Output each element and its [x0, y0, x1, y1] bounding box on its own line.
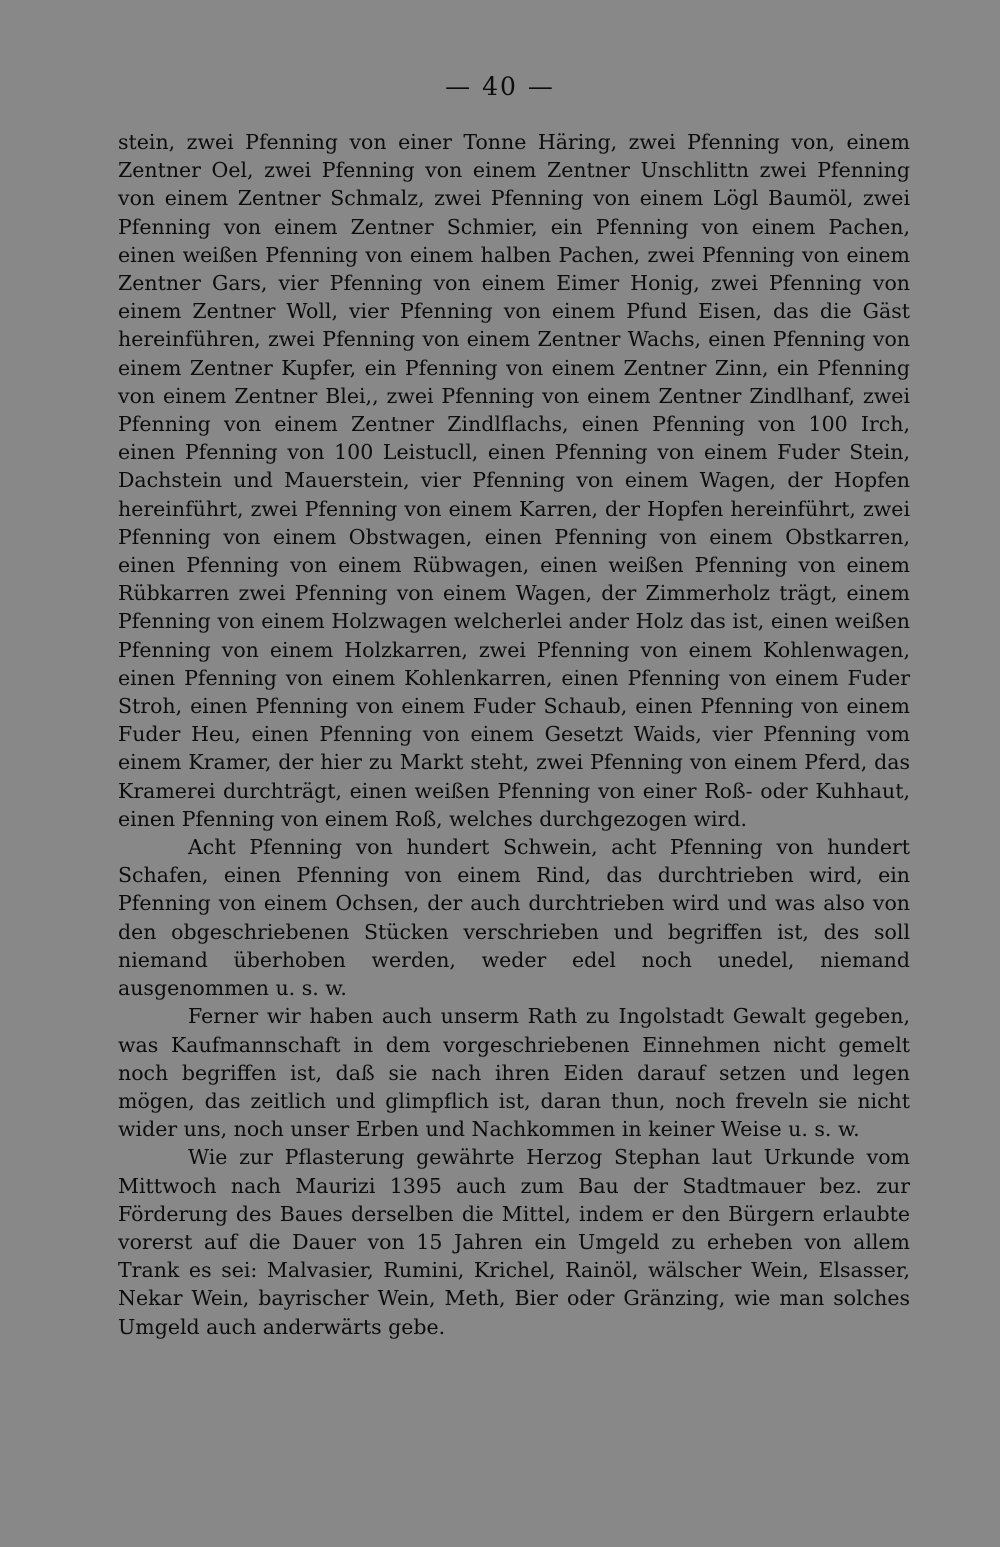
paragraph-2: Acht Pfenning von hundert Schwein, acht Pfenning von hundert Schafen, einen Pfenning von einem Rind, das durchtrieben wird, ein Pfenning von einem Ochsen, der auch durchtrieben wird und was also von den obgeschriebenen Stücken verschrieben und begriffen ist, des soll niemand überhoben werden, weder edel noch unedel, niemand ausgenommen u. s. w. — [118, 835, 910, 1001]
body-text — [118, 128, 910, 1341]
paragraph-3: Ferner wir haben auch unserm Rath zu Ingolstadt Gewalt gegeben, was Kaufmannschaft in dem vorgeschriebenen Einnehmen nicht gemelt noch begriffen ist, daß sie nach ihren Eiden darauf setzen und legen mögen, das zeitlich und glimpflich ist, daran thun, noch freveln sie nicht wider uns, noch unser Erben und Nachkommen in keiner Weise u. s. w. — [118, 1004, 910, 1142]
page-number: — 40 — — [445, 72, 555, 101]
paragraph-1: stein, zwei Pfenning von einer Tonne Häring, zwei Pfenning von, einem Zentner Oel, zwei Pfenning von einem Zentner Unschlittn zwei Pfenning von einem Zentner Schmalz, zwei Pfenning von einem Lögl Baumöl, zwei Pfenning von einem Zentner Schmier, ein Pfenning von einem Pachen, einen weißen Pfenning von einem halben Pachen, zwei Pfenning von einem Zentner Gars, vier Pfenning von einem Eimer Honig, zwei Pfenning von einem Zentner Woll, vier Pfenning von einem Pfund Eisen, das die Gäst hereinführen, zwei Pfenning von einem Zentner Wachs, einen Pfenning von einem Zentner Kupfer, ein Pfenning von einem Zentner Zinn, ein Pfenning von einem Zentner Blei,, zwei Pfenning von einem Zentner Zindlhanf, zwei Pfenning von einem Zentner Zindlflachs, einen Pfenning von 100 Irch, einen Pfenning von 100 Leistucll, einen Pfenning von einem Fuder Stein, Dachstein und Mauerstein, vier Pfenning von einem Wagen, der Hopfen hereinführt, zwei Pfenning von einem Karren, der Hopfen hereinführt, zwei Pfenning von einem Obstwagen, einen Pfenning von einem Obstkarren, einen Pfenning von einem Rübwagen, einen weißen Pfenning von einem Rübkarren zwei Pfenning von einem Wagen, der Zimmerholz trägt, einem Pfenning von einem Holzwagen welcherlei ander Holz das ist, einen weißen Pfenning von einem Holzkarren, zwei Pfenning von einem Kohlenwagen, einen Pfenning von einem Kohlenkarren, einen Pfenning von einem Fuder Stroh, einen Pfenning von einem Fuder Schaub, einen Pfenning von einem Fuder Heu, einen Pfenning von einem Gesetzt Waids, vier Pfenning vom einem Kramer, der hier zu Markt steht, zwei Pfenning von einem Pferd, das Kramerei durchträgt, einen weißen Pfenning von einer Roß- oder Kuhhaut, einen Pfenning von einem Roß, welches durchgezogen wird. — [118, 130, 910, 831]
paragraph-4: Wie zur Pflasterung gewährte Herzog Stephan laut Urkunde vom Mittwoch nach Maurizi 1395 auch zum Bau der Stadtmauer bez. zur Förderung des Baues derselben die Mittel, indem er den Bürgern erlaubte vorerst auf die Dauer von 15 Jahren ein Umgeld zu erheben von allem Trank es sei: Malvasier, Rumini, Krichel, Rainöl, wälscher Wein, Elsasser, Nekar Wein, bayrischer Wein, Meth, Bier oder Gränzing, wie man solches Umgeld auch anderwärts gebe. — [118, 1145, 910, 1339]
